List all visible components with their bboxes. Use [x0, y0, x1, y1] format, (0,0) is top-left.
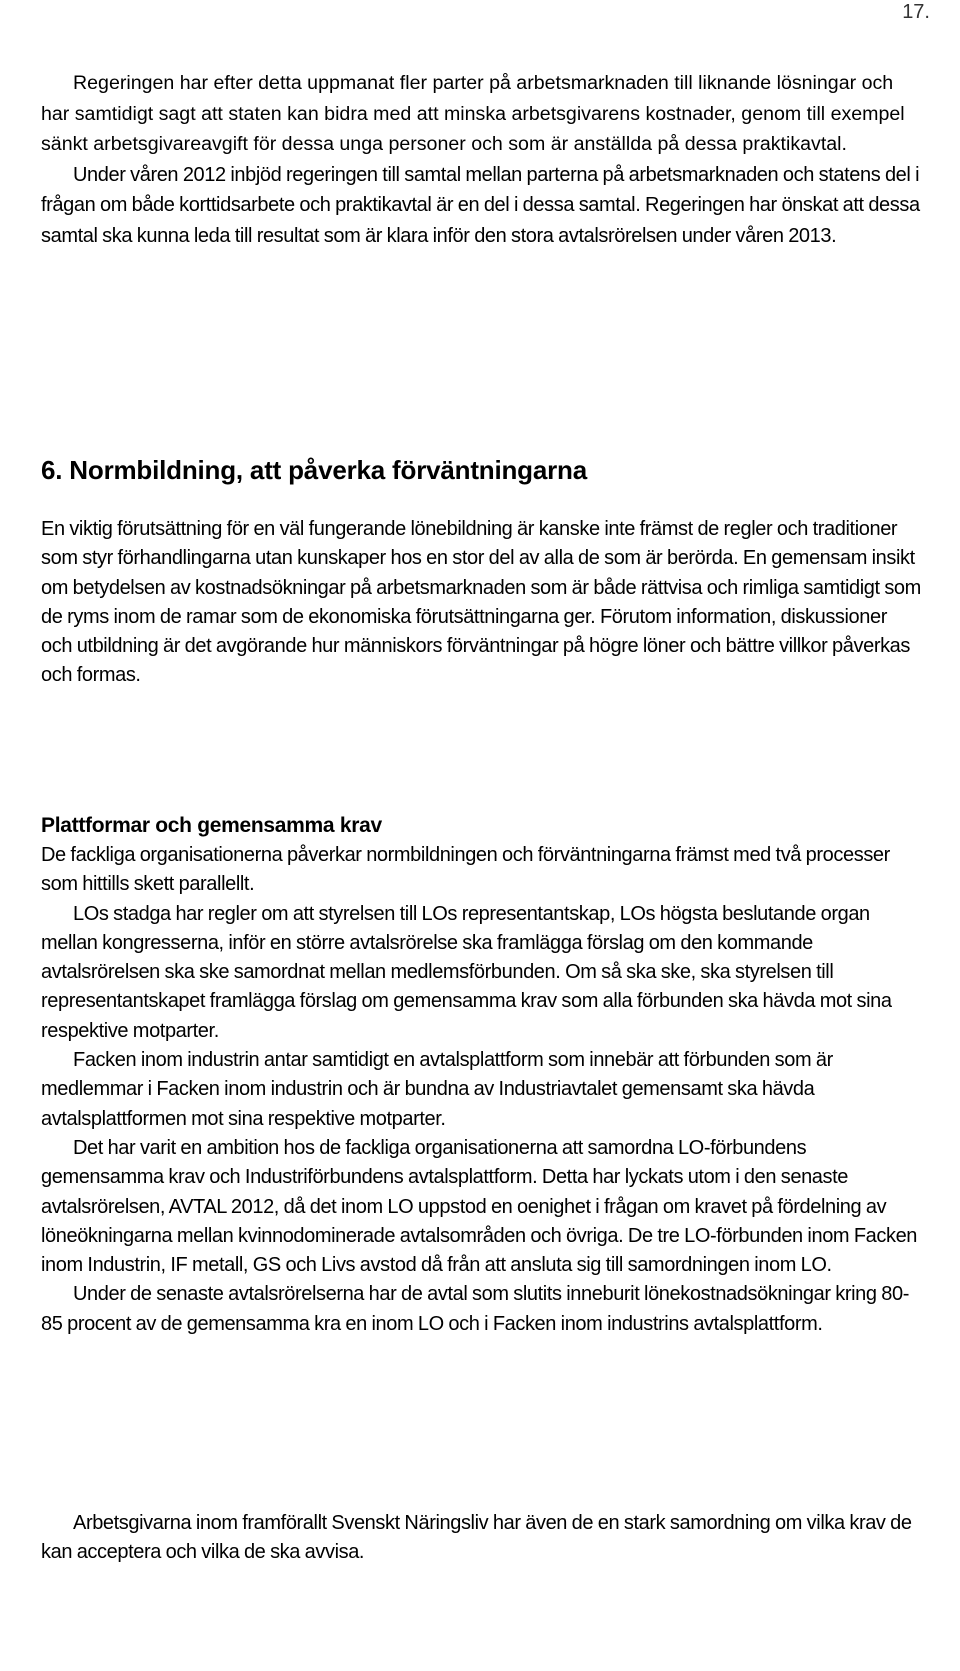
closing-section	[41, 1509, 921, 1568]
subsection-heading: Plattformar och gemensamma krav	[41, 814, 382, 837]
paragraph-under-varen-2012: Under våren 2012 inbjöd regeringen till samtal mellan parterna på arbetsmarknaden och statens del i frågan om både korttidsarbete och praktikavtal är en del i dessa samtal. Regeringen har önskat att dessa samtal ska kunna leda till resultat som är klara inför den stora avtalsrörelsen under våren 2013.	[41, 163, 920, 247]
paragraph-fackliga-organisationerna: De fackliga organisationerna påverkar normbildningen och förväntningarna främst med två processer som hittills skett parallellt.	[41, 844, 890, 896]
paragraph-ambition: Det har varit en ambition hos de fackliga organisationerna att samordna LO-förbundens gemensamma krav och Industriförbundens avtalsplattform. Detta har lyckats utom i den senaste avtalsrörelsen, AVTAL 2012, då det inom LO uppstod en oenighet i frågan om kravet på fördelning av löneökningarna mellan kvinnodominerade avtalsområden och övriga. De tre LO-förbunden inom Facken inom Industrin, IF metall, GS och Livs avstod då från att ansluta sig till samordningen inom LO.	[41, 1136, 918, 1277]
page-number: 17.	[902, 1, 930, 23]
section-6	[41, 454, 921, 486]
paragraph-senaste-avtalsrorelserna: Under de senaste avtalsrörelserna har de avtal som slutits inneburit lönekostnadsökningar kring 80-85 procent av de gemensamma kra en inom LO och i Facken inom industrins avtalsplattform.	[41, 1283, 909, 1335]
subsection	[41, 811, 921, 1339]
paragraph-los-stadga: LOs stadga har regler om att styrelsen till LOs representantskap, LOs högsta beslutande organ mellan kongresserna, inför en större avtalsrörelse ska framlägga förslag om den kommande avtalsrörelsen ska ske samordnat mellan medlemsförbunden. Om så ska ske, ska styrelsen till representantskapet framlägga förslag om gemensamma krav som alla förbunden ska hävda mot sina respektive motparter.	[41, 902, 892, 1042]
paragraph-arbetsgivarna: Arbetsgivarna inom framförallt Svenskt Näringsliv har även de en stark samordning om vilka krav de kan acceptera och vilka de ska avvisa.	[41, 1512, 912, 1564]
section-heading: 6. Normbildning, att påverka förväntningarna	[41, 455, 587, 485]
top-section	[41, 68, 921, 251]
paragraph-regeringen: Regeringen har efter detta uppmanat fler parter på arbetsmarknaden till liknande lösningar och har samtidigt sagt att staten kan bidra med att minska arbetsgivarens kostnader, genom till exempel sänkt arbetsgivareavgift för dessa unga personer och som är anställda på dessa praktikavtal.	[41, 72, 905, 155]
paragraph-normbildning: En viktig förutsättning för en väl fungerande lönebildning är kanske inte främst de regler och traditioner som styr förhandlingarna utan kunskaper hos en stor del av alla de som är berörda. En gemensam insikt om betydelsen av kostnadsökningar på arbetsmarknaden som är både rättvisa och rimliga samtidigt som de ryms inom de ramar som de ekonomiska förutsättningarna ger. Förutom information, diskussioner och utbildning är det avgörande hur människors förväntningar på högre löner och bättre villkor påverkas och formas.	[41, 518, 921, 687]
section-6-body	[41, 515, 921, 691]
paragraph-facken-inom-industrin: Facken inom industrin antar samtidigt en avtalsplattform som innebär att förbunden som är medlemmar i Facken inom industrin och är bundna av Industriavtalet gemensamt ska hävda avtalsplattformen mot sina respektive motparter.	[41, 1049, 833, 1130]
